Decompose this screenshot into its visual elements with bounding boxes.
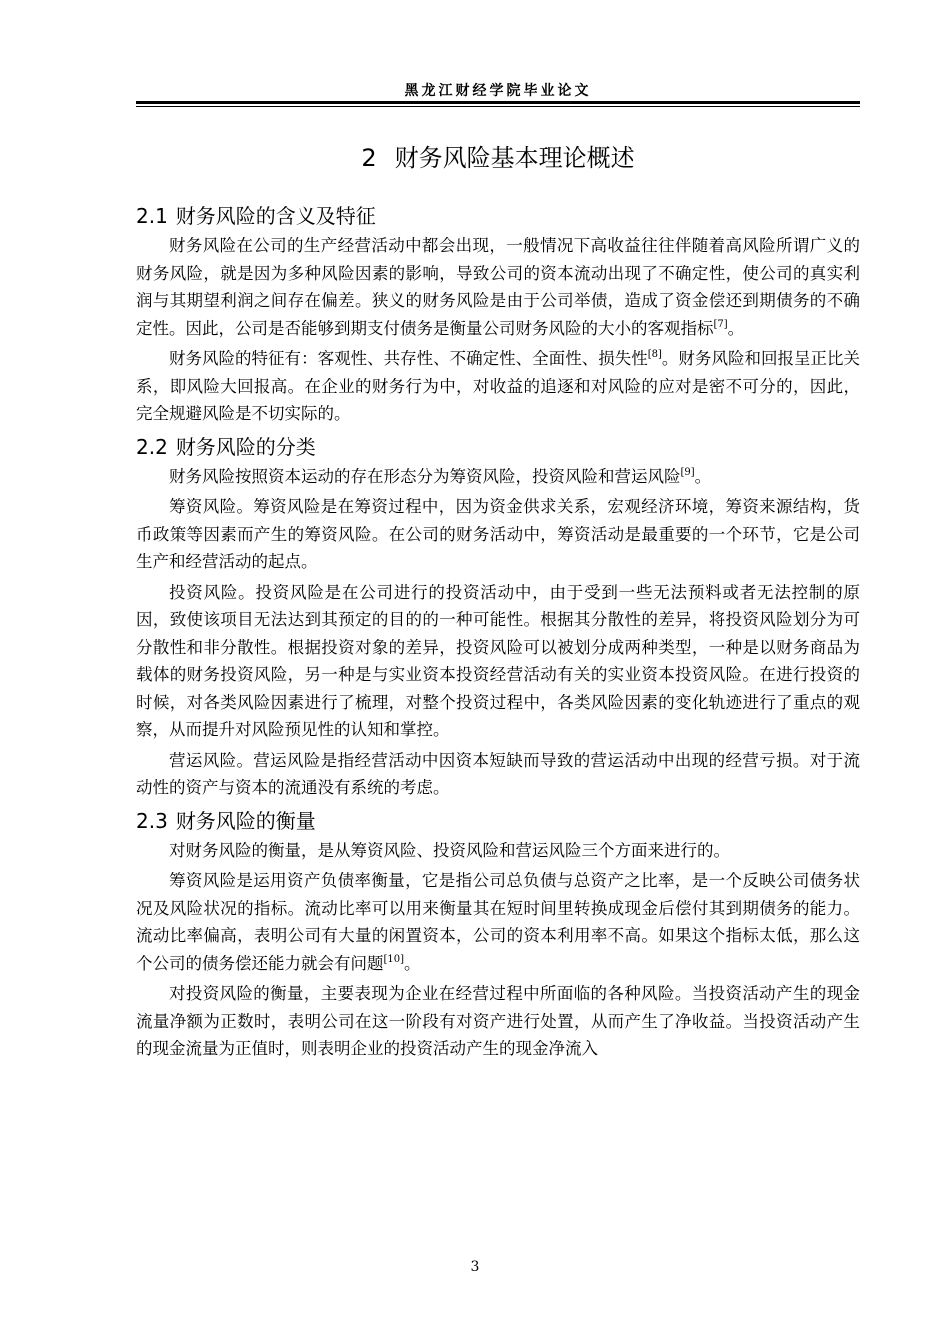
paragraph: 营运风险。营运风险是指经营活动中因资本短缺而导致的营运活动中出现的经营亏损。对于流动性的资产与资本的流通没有系统的考虑。 [136, 750, 860, 797]
citation-ref: [10] [383, 953, 405, 965]
section-title: 财务风险的分类 [175, 434, 316, 459]
section-number: 2.1 [136, 204, 168, 228]
paragraph-text: 财务风险在公司的生产经营活动中都会出现，一般情况下高收益往往伴随着高风险所谓广义的财务风险，就是因为多种风险因素的影响，导致公司的资本流动出现了不确定性，使公司的真实利润与其期望利润之间存在偏差。狭义的财务风险是由于公司举债，造成了资金偿还到期债务的不确定性。因此，公司是否能够到期支付债务是衡量公司财务风险的大小的客观指标 [136, 236, 860, 338]
citation-ref: [7] [713, 318, 728, 330]
chapter-title [136, 140, 860, 176]
paragraph-end: 。 [694, 466, 712, 486]
paragraph-end: 。 [727, 318, 745, 338]
paragraph-text: 财务风险的特征有：客观性、共存性、不确定性、全面性、损失性 [169, 349, 648, 368]
chapter-number: 2 [361, 144, 377, 172]
paragraph [136, 867, 860, 977]
paragraph [136, 463, 860, 491]
paragraph: 投资风险。投资风险是在公司进行的投资活动中，由于受到一些无法预料或者无法控制的原因，致使该项目无法达到其预定的目的的一种可能性。根据其分散性的差异，将投资风险划分为可分散性和非分散性。根据投资对象的差异，投资风险可以被划分成两种类型，一种是以财务商品为载体的财务投资风险，另一种是与实业资本投资经营活动有关的实业资本投资风险。在进行投资的时候，对各类风险因素进行了梳理，对整个投资过程中，各类风险因素的变化轨迹进行了重点的观察，从而提升对风险预见性的认知和掌控。 [136, 582, 860, 739]
citation-ref: [9] [680, 466, 695, 478]
header-thick-rule [136, 101, 860, 104]
citation-ref: [8] [647, 349, 662, 360]
section-heading-2-3 [136, 805, 860, 837]
page-number: 3 [470, 1259, 480, 1275]
page-body [136, 140, 860, 1066]
section-heading-2-1 [136, 200, 860, 232]
paragraph-end: 。 [404, 953, 421, 973]
section-heading-2-2 [136, 431, 860, 463]
paragraph: 对投资风险的衡量，主要表现为企业在经营过程中所面临的各种风险。当投资活动产生的现金流量净额为正数时，表明公司在这一阶段有对资产进行处置，从而产生了净收益。当投资活动产生的现金流量为正值时，则表明企业的投资活动产生的现金净流入 [136, 984, 860, 1058]
paragraph-text: 筹资风险是运用资产负债率衡量，它是指公司总负债与总资产之比率，是一个反映公司债务状况及风险状况的指标。流动比率可以用来衡量其在短时间里转换成现金后偿付其到期债务的能力。流动比率偏高，表明公司有大量的闲置资本，公司的资本利用率不高。如果这个指标太低，那么这个公司的债务偿还能力就会有问题 [136, 871, 860, 973]
running-header: 黑龙江财经学院毕业论文 [404, 83, 592, 99]
paragraph: 筹资风险。筹资风险是在筹资过程中，因为资金供求关系，宏观经济环境，筹资来源结构，货币政策等因素而产生的筹资风险。在公司的财务活动中，筹资活动是最重要的一个环节，它是公司生产和经营活动的起点。 [136, 497, 860, 571]
paragraph: 对财务风险的衡量，是从筹资风险、投资风险和营运风险三个方面来进行的。 [169, 840, 730, 860]
section-number: 2.2 [136, 434, 168, 459]
section-title: 财务风险的衡量 [175, 808, 316, 833]
section-number: 2.3 [136, 808, 168, 833]
paragraph-text: 。财务风险和回报呈正比关系，即风险大回报高。在企业的财务行为中，对收益的追逐和对风险的应对是密不可分的，因此，完全规避风险是不切实际的。 [136, 349, 861, 423]
paragraph [136, 232, 860, 342]
paragraph [136, 345, 860, 428]
paragraph-text: 财务风险按照资本运动的存在形态分为筹资风险，投资风险和营运风险 [169, 466, 681, 486]
header-thin-rule [136, 106, 860, 107]
section-title: 财务风险的含义及特征 [175, 204, 376, 228]
chapter-title-text: 财务风险基本理论概述 [394, 144, 635, 172]
